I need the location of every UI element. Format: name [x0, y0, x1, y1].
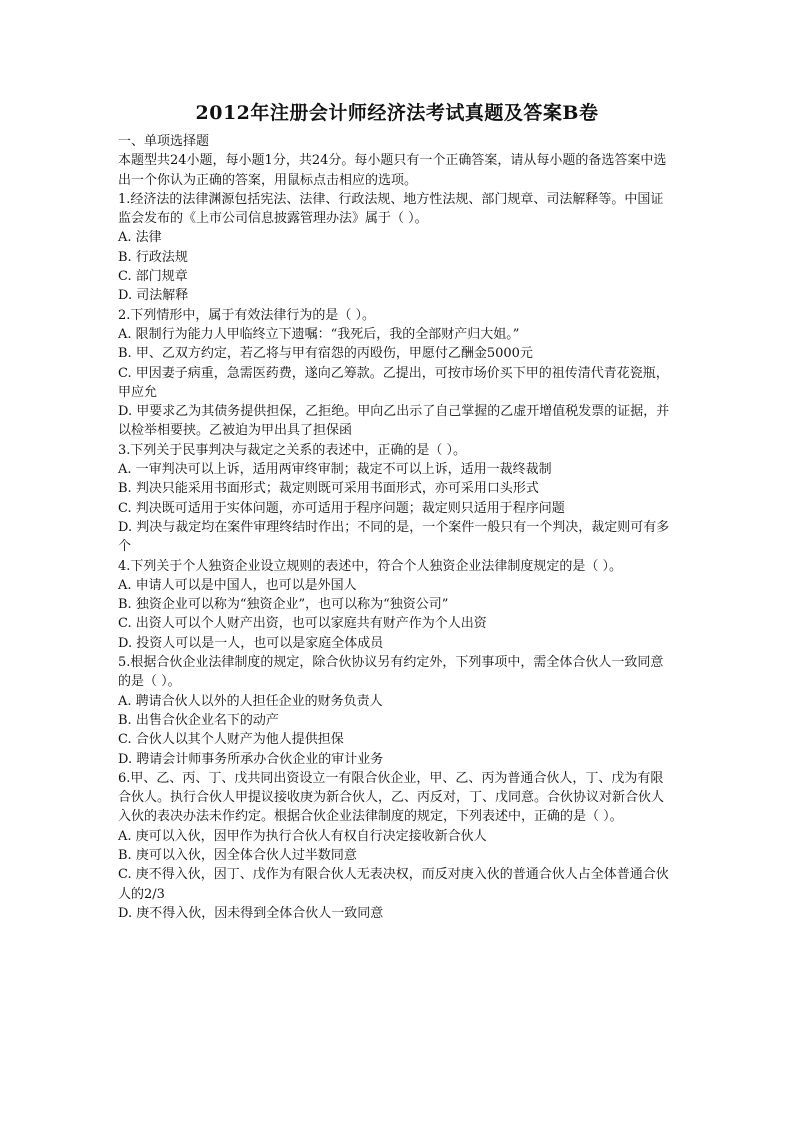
option-b[interactable]: B. 出售合伙企业名下的动产 — [118, 712, 279, 728]
option-b[interactable]: B. 甲、乙双方约定，若乙将与甲有宿怨的丙殴伤，甲愿付乙酬金5000元 — [118, 346, 533, 362]
option-a[interactable]: A. 法律 — [118, 230, 162, 246]
option-b[interactable]: B. 庚可以入伙，因全体合伙人过半数同意 — [118, 847, 357, 863]
option-a[interactable]: A. 聘请合伙人以外的人担任企业的财务负责人 — [118, 693, 383, 709]
option-b[interactable]: B. 判决只能采用书面形式；裁定则既可采用书面形式，亦可采用口头形式 — [118, 481, 539, 497]
question-5 — [118, 653, 676, 769]
option-d[interactable]: D. 司法解释 — [118, 288, 189, 304]
question-4 — [118, 557, 676, 653]
question-1 — [118, 190, 676, 306]
question-stem: 6.甲、乙、丙、丁、戊共同出资设立一有限合伙企业，甲、乙、丙为普通合伙人，丁、戊为有限合伙人。执行合伙人甲提议接收庚为新合伙人，乙、丙反对，丁、戊同意。合伙协议对新合伙人入伙的表决办法未作约定。根据合伙企业法律制度的规定，下列表述中，正确的是（ ）。 — [118, 770, 665, 825]
question-stem: 1.经济法的法律渊源包括宪法、法律、行政法规、地方性法规、部门规章、司法解释等。中国证监会发布的《上市公司信息披露管理办法》属于（ ）。 — [118, 191, 664, 227]
option-c[interactable]: C. 甲因妻子病重，急需医药费，遂向乙筹款。乙提出，可按市场价买下甲的祖传清代青花瓷瓶，甲应允 — [118, 365, 669, 400]
option-b[interactable]: B. 独资企业可以称为“独资企业”，也可以称为“独资公司” — [118, 597, 449, 613]
option-d[interactable]: D. 庚不得入伙，因未得到全体合伙人一致同意 — [118, 905, 384, 921]
option-c[interactable]: C. 判决既可适用于实体问题，亦可适用于程序问题；裁定则只适用于程序问题 — [118, 500, 565, 516]
option-c[interactable]: C. 出资人可以个人财产出资，也可以家庭共有财产作为个人出资 — [118, 616, 487, 632]
option-c[interactable]: C. 部门规章 — [118, 269, 188, 285]
option-d[interactable]: D. 投资人可以是一人，也可以是家庭全体成员 — [118, 635, 384, 651]
option-b[interactable]: B. 行政法规 — [118, 249, 188, 265]
option-d[interactable]: D. 甲要求乙为其债务提供担保，乙拒绝。甲向乙出示了自己掌握的乙虚开增值税发票的证据，并以检举相要挟。乙被迫为甲出具了担保函 — [118, 404, 670, 439]
question-stem: 5.根据合伙企业法律制度的规定，除合伙协议另有约定外，下列事项中，需全体合伙人一致同意的是（ ）。 — [118, 655, 664, 690]
question-stem: 3.下列关于民事判决与裁定之关系的表述中，正确的是（ ）。 — [118, 442, 467, 458]
option-a[interactable]: A. 申请人可以是中国人，也可以是外国人 — [118, 577, 357, 593]
section-heading: 一、单项选择题 — [118, 134, 210, 149]
document-title: 2012年注册会计师经济法考试真题及答案B卷 — [195, 102, 599, 124]
question-2 — [118, 306, 676, 441]
option-a[interactable]: A. 限制行为能力人甲临终立下遗嘱：“我死后，我的全部财产归大姐。” — [118, 326, 520, 342]
option-a[interactable]: A. 一审判决可以上诉，适用两审终审制；裁定不可以上诉，适用一裁终裁制 — [118, 462, 552, 478]
option-d[interactable]: D. 聘请会计师事务所承办合伙企业的审计业务 — [118, 751, 384, 767]
option-a[interactable]: A. 庚可以入伙，因甲作为执行合伙人有权自行决定接收新合伙人 — [118, 828, 487, 844]
question-3 — [118, 441, 676, 557]
question-6 — [118, 769, 676, 923]
option-c[interactable]: C. 合伙人以其个人财产为他人提供担保 — [118, 732, 344, 748]
option-d[interactable]: D. 判决与裁定均在案件审理终结时作出；不同的是，一个案件一般只有一个判决，裁定则可有多个 — [118, 519, 670, 555]
question-stem: 4.下列关于个人独资企业设立规则的表述中，符合个人独资企业法律制度规定的是（ ）。 — [118, 558, 623, 574]
question-stem: 2.下列情形中，属于有效法律行为的是（ ）。 — [118, 307, 376, 323]
section-intro: 本题型共24小题，每小题1分，共24分。每小题只有一个正确答案，请从每小题的备选答案中选出一个你认为正确的答案，用鼠标点击相应的选项。 — [118, 153, 667, 188]
option-c[interactable]: C. 庚不得入伙，因丁、戊作为有限合伙人无表决权，而反对庚入伙的普通合伙人占全体普通合伙人的2/3 — [118, 867, 669, 902]
